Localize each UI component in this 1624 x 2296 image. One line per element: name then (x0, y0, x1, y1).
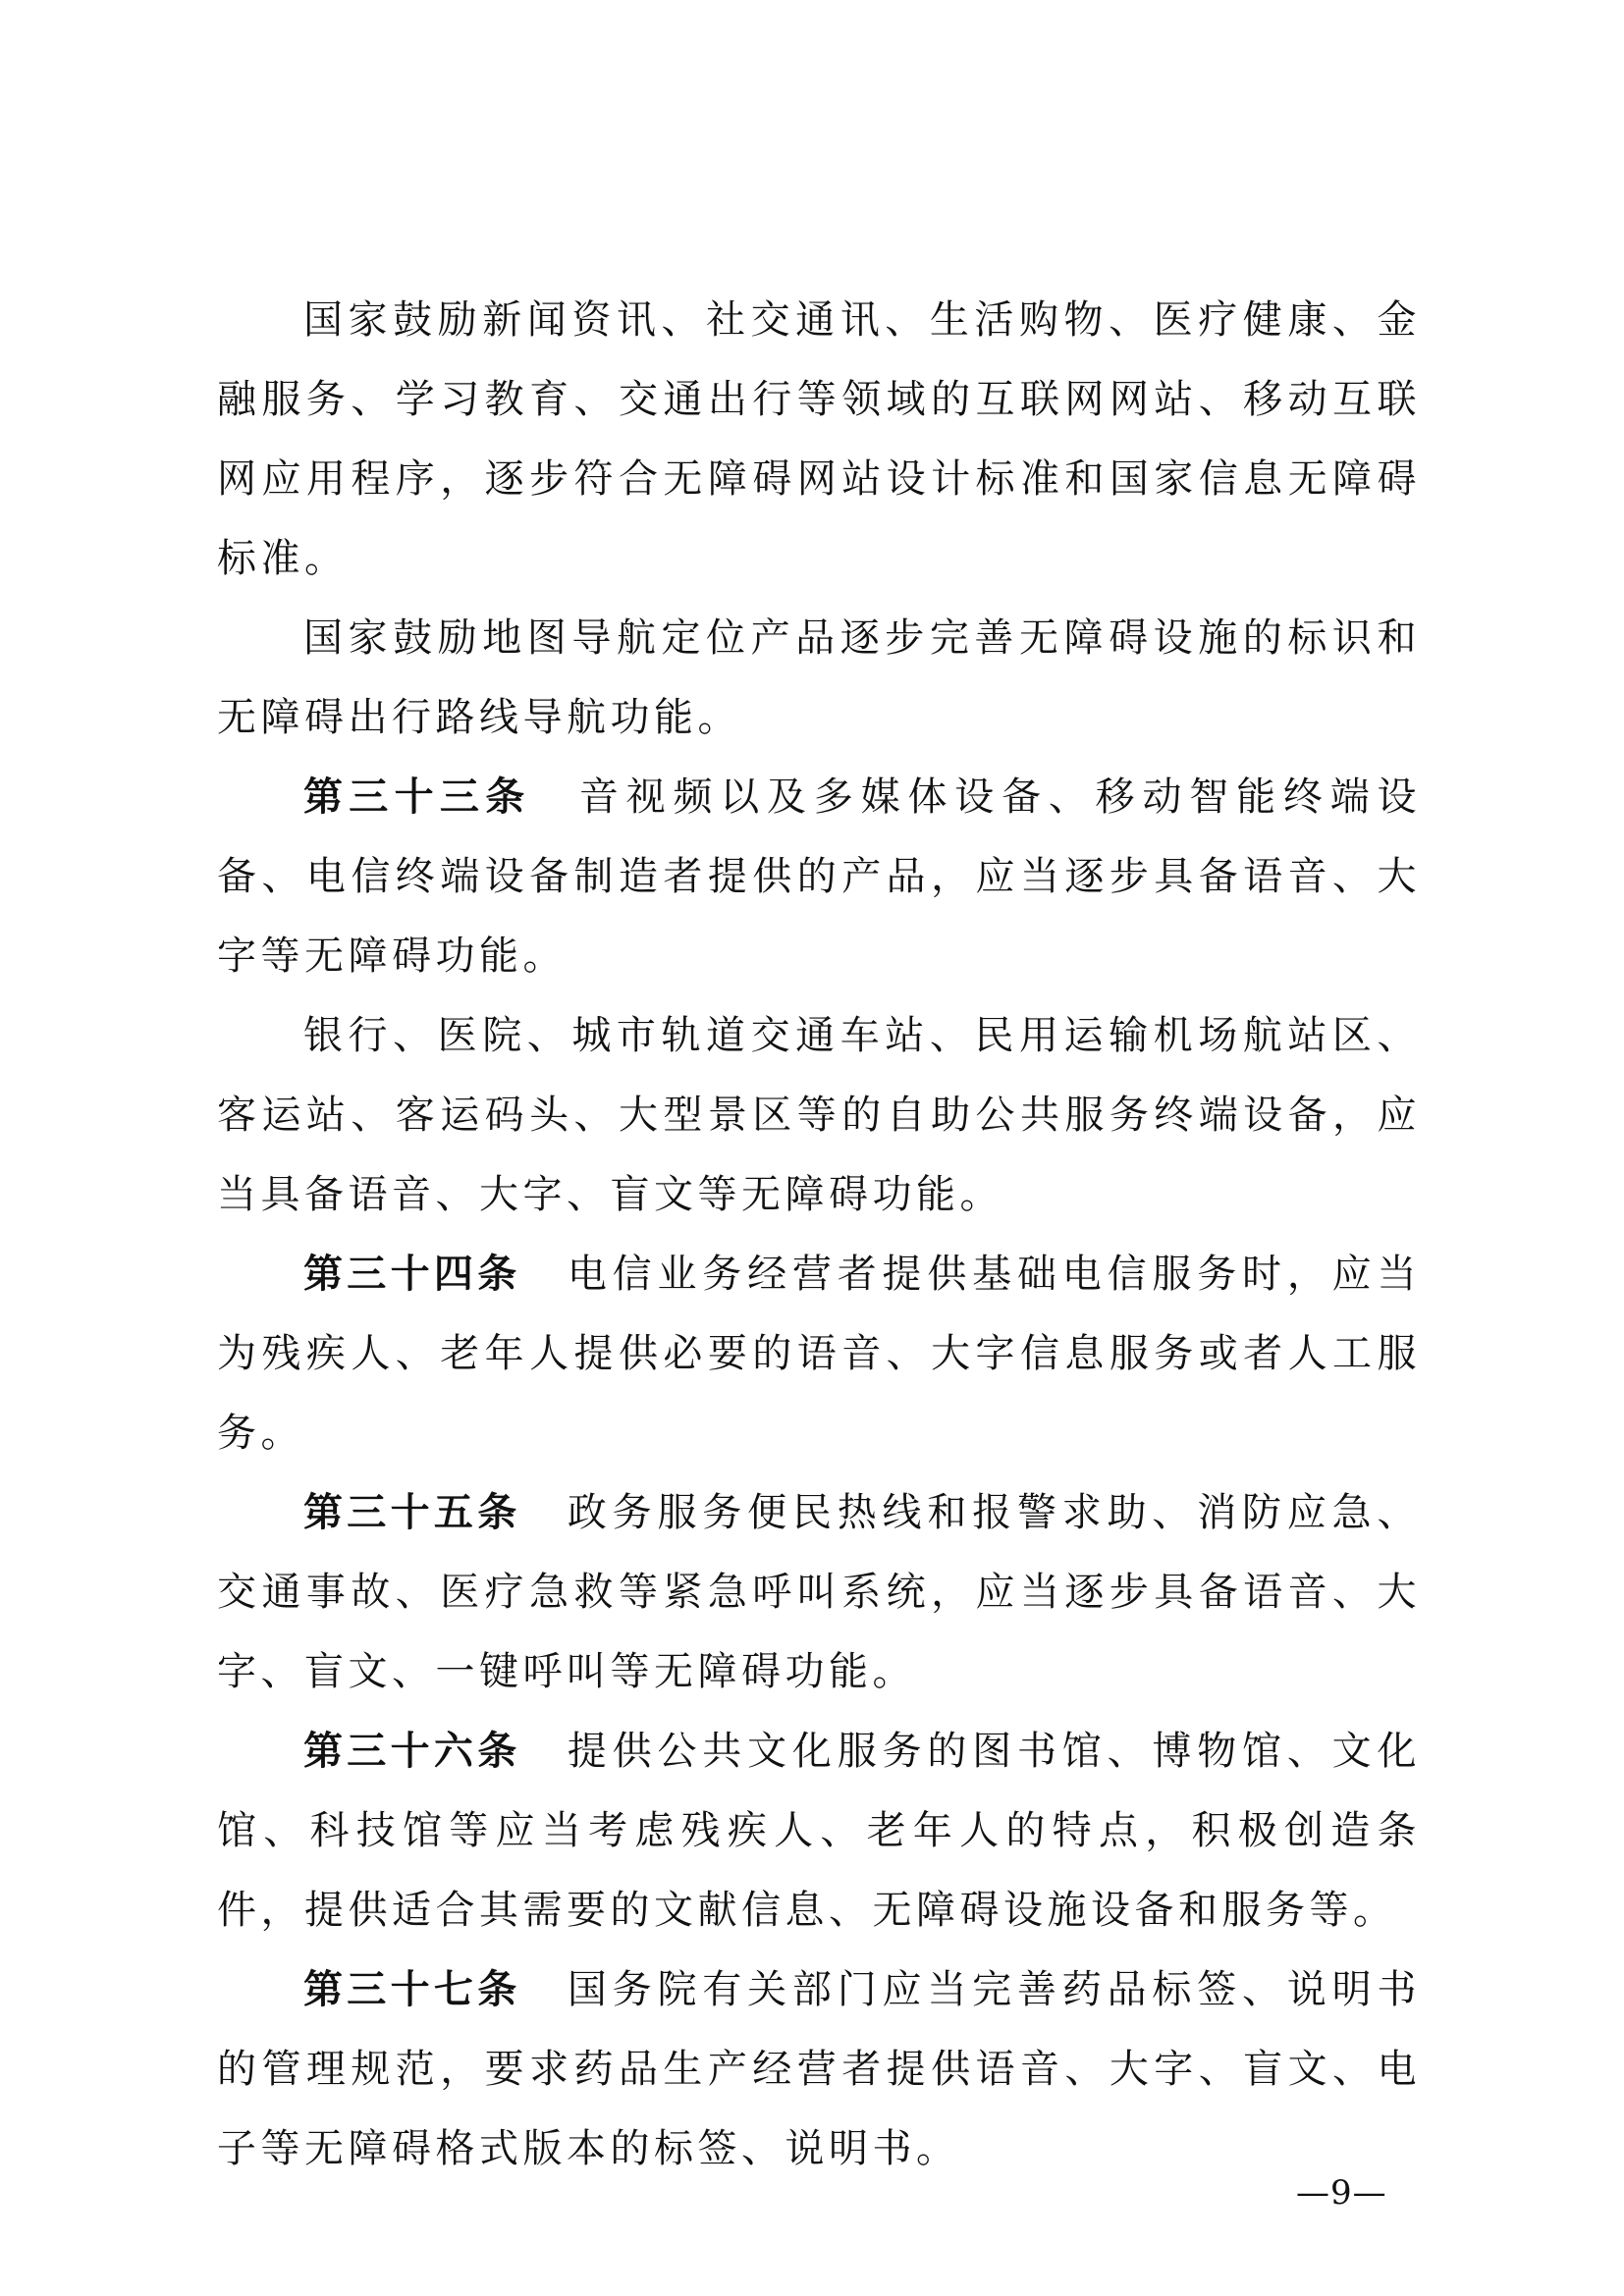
article-heading: 第三十四条 (303, 1252, 521, 1297)
document-body (217, 281, 1421, 2189)
article-heading: 第三十七条 (303, 1967, 521, 2012)
paragraph-text: 国家鼓励新闻资讯、社交通讯、生活购物、医疗健康、金融服务、学习教育、交通出行等领域的互联网网站、移动互联网应用程序，逐步符合无障碍网站设计标准和国家信息无障碍标准。 (217, 297, 1421, 581)
article-heading: 第三十三条 (303, 774, 531, 820)
article-34 (217, 1235, 1421, 1473)
paragraph-4 (217, 996, 1421, 1235)
article-36 (217, 1712, 1421, 1950)
article-33 (217, 758, 1421, 996)
paragraph-text: 银行、医院、城市轨道交通车站、民用运输机场航站区、客运站、客运码头、大型景区等的自助公共服务终端设备，应当具备语音、大字、盲文等无障碍功能。 (217, 1013, 1421, 1217)
paragraph-text: 国家鼓励地图导航定位产品逐步完善无障碍设施的标识和无障碍出行路线导航功能。 (217, 615, 1421, 740)
article-heading: 第三十五条 (303, 1490, 521, 1535)
paragraph-2 (217, 599, 1421, 758)
paragraph-text: 电信业务经营者提供基础电信服务时，应当为残疾人、老年人提供必要的语音、大字信息服务或者人工服务。 (217, 1252, 1421, 1456)
page-number: —9— (1296, 2173, 1387, 2213)
article-heading: 第三十六条 (303, 1729, 521, 1774)
paragraph-text: 音视频以及多媒体设备、移动智能终端设备、电信终端设备制造者提供的产品，应当逐步具备语音、大字等无障碍功能。 (217, 774, 1422, 979)
article-37 (217, 1950, 1421, 2189)
paragraph-text: 政务服务便民热线和报警求助、消防应急、交通事故、医疗急救等紧急呼叫系统，应当逐步具备语音、大字、盲文、一键呼叫等无障碍功能。 (217, 1490, 1421, 1694)
article-35 (217, 1473, 1421, 1712)
paragraph-text: 国务院有关部门应当完善药品标签、说明书的管理规范，要求药品生产经营者提供语音、大字、盲文、电子等无障碍格式版本的标签、说明书。 (217, 1967, 1421, 2171)
paragraph-1 (217, 281, 1421, 599)
paragraph-text: 提供公共文化服务的图书馆、博物馆、文化馆、科技馆等应当考虑残疾人、老年人的特点，积极创造条件，提供适合其需要的文献信息、无障碍设施设备和服务等。 (217, 1729, 1421, 1933)
